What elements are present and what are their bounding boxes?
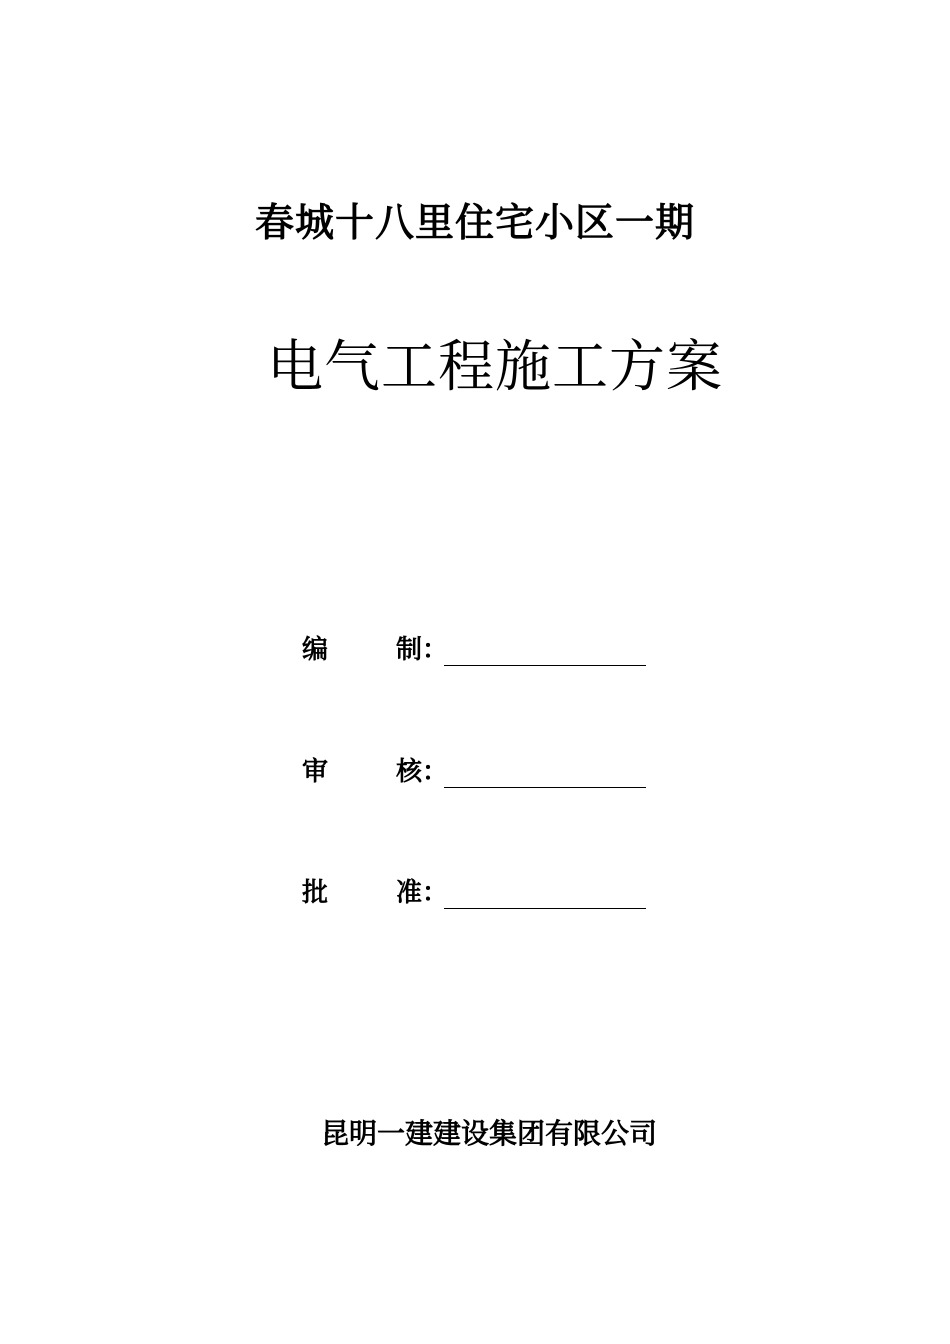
document-subtitle: 电气工程施工方案 [267,335,723,400]
signature-blank-line [444,635,646,666]
signature-colon: ： [422,878,449,908]
signature-colon: ： [422,635,449,665]
company-name: 昆明一建建设集团有限公司 [320,1117,657,1150]
signature-row-approved [302,873,646,909]
signature-label-char: 编 [302,635,329,665]
signature-label-approved [302,877,422,909]
signature-blank-line [444,878,646,909]
signature-label-char: 核 [395,757,422,787]
signature-blank-line [444,757,646,788]
signature-label-reviewed [302,756,422,788]
signature-label-char: 批 [302,878,329,908]
signature-row-compiled [302,630,646,666]
signature-label-char: 制 [395,635,422,665]
signature-label-char: 审 [302,757,329,787]
signature-colon: ： [422,757,449,787]
signature-label-compiled [302,634,422,666]
signature-label-char: 准 [395,878,422,908]
project-title: 春城十八里住宅小区一期 [254,201,695,246]
signature-row-reviewed [302,752,646,788]
